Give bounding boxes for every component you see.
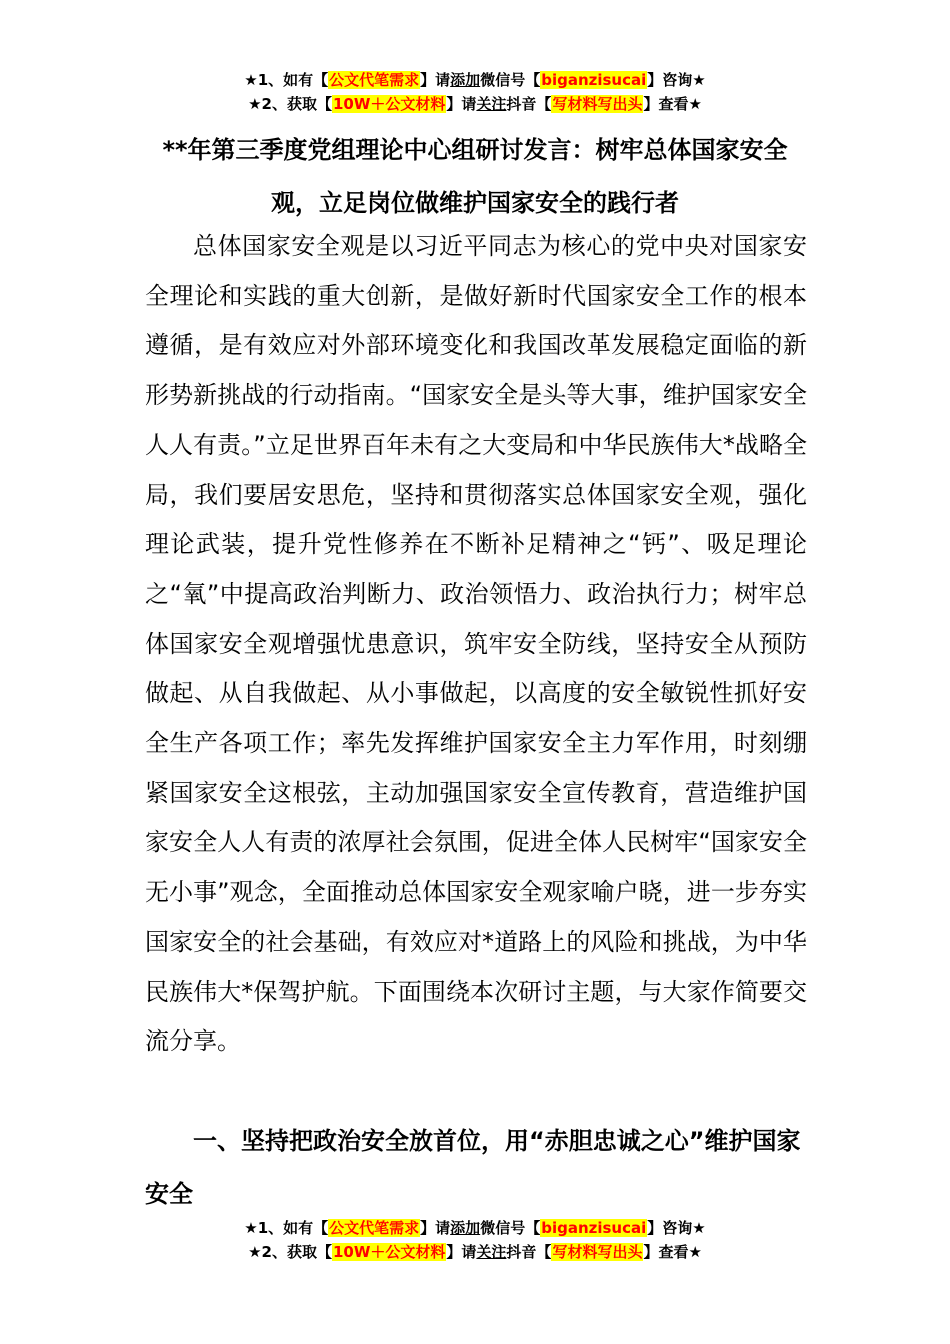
highlight-wechat-id: biganzisucai	[541, 1219, 647, 1237]
banner-text: 】请	[446, 95, 477, 113]
star-icon: ★	[244, 1219, 258, 1237]
banner-underlined-word: 添加	[450, 71, 481, 89]
highlight-materials: 10W＋公文材料	[332, 95, 446, 113]
banner-text: 微信号【	[480, 1219, 541, 1237]
star-icon: ★	[688, 95, 702, 113]
banner-text: 】请	[420, 71, 451, 89]
banner-text: 1、如有【	[257, 1219, 329, 1237]
document-title: **年第三季度党组理论中心组研讨发言：树牢总体国家安全观，立足岗位做维护国家安全的践行者	[162, 136, 788, 217]
highlight-service: 公文代笔需求	[329, 71, 420, 89]
banner-text: 】咨询	[647, 1219, 693, 1237]
star-icon: ★	[692, 1219, 706, 1237]
banner-text: 抖音【	[506, 95, 552, 113]
banner-line-1	[0, 68, 950, 92]
banner-line-2	[0, 92, 950, 116]
body-paragraph-1: 总体国家安全观是以习近平同志为核心的党中央对国家安全理论和实践的重大创新，是做好新时代国家安全工作的根本遵循，是有效应对外部环境变化和我国改革发展稳定面临的新形势新挑战的行动指南。“国家安全是头等大事，维护国家安全人人有责。”立足世界百年未有之大变局和中华民族伟大*战略全局，我们要居安思危，坚持和贯彻落实总体国家安全观，强化理论武装，提升党性修养在不断补足精神之“钙”、吸足理论之“氧”中提高政治判断力、政治领悟力、政治执行力；树牢总体国家安全观增强忧患意识，筑牢安全防线，坚持安全从预防做起、从自我做起、从小事做起，以高度的安全敏锐性抓好安全生产各项工作；率先发挥维护国家安全主力军作用，时刻绷紧国家安全这根弦，主动加强国家安全宣传教育，营造维护国家安全人人有责的浓厚社会氛围，促进全体人民树牢“国家安全无小事”观念，全面推动总体国家安全观家喻户晓，进一步夯实国家安全的社会基础，有效应对*道路上的风险和挑战，为中华民族伟大*保驾护航。下面围绕本次研讨主题，与大家作简要交流分享。	[145, 232, 807, 1056]
star-icon: ★	[248, 95, 262, 113]
highlight-wechat-id: biganzisucai	[541, 71, 647, 89]
section-heading-1: 一、坚持把政治安全放首位，用“赤胆忠诚之心”维护国家安全	[145, 1127, 801, 1208]
star-icon: ★	[248, 1243, 262, 1261]
banner-text: 】请	[446, 1243, 477, 1261]
star-icon: ★	[692, 71, 706, 89]
banner-line-2	[0, 1240, 950, 1264]
highlight-service: 公文代笔需求	[329, 1219, 420, 1237]
banner-underlined-word: 关注	[476, 1243, 507, 1261]
banner-line-1	[0, 1216, 950, 1240]
highlight-douyin-account: 写材料写出头	[552, 95, 643, 113]
header-banner	[0, 68, 950, 116]
banner-text: 】查看	[643, 95, 689, 113]
banner-underlined-word: 关注	[476, 95, 507, 113]
banner-text: 2、获取【	[261, 95, 332, 113]
banner-text: 】查看	[643, 1243, 689, 1261]
banner-text: 】请	[420, 1219, 451, 1237]
banner-text: 微信号【	[480, 71, 541, 89]
banner-text: 2、获取【	[261, 1243, 332, 1261]
highlight-materials: 10W＋公文材料	[332, 1243, 446, 1261]
banner-text: 】咨询	[647, 71, 693, 89]
star-icon: ★	[688, 1243, 702, 1261]
highlight-douyin-account: 写材料写出头	[552, 1243, 643, 1261]
star-icon: ★	[244, 71, 258, 89]
banner-underlined-word: 添加	[450, 1219, 481, 1237]
footer-banner	[0, 1216, 950, 1264]
banner-text: 1、如有【	[257, 71, 329, 89]
banner-text: 抖音【	[506, 1243, 552, 1261]
